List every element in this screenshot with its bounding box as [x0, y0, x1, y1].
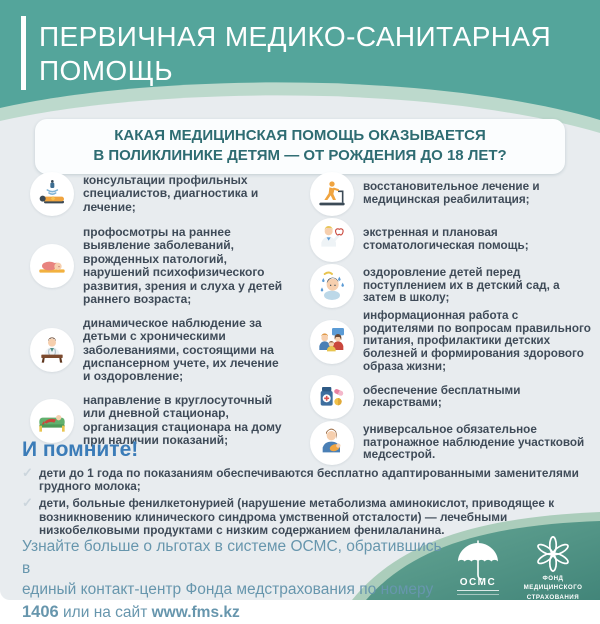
hospital-bed-icon [30, 399, 74, 443]
osms-logo [447, 540, 509, 595]
footer-line1: Узнайте больше о льготах в системе ОСМС, обратившись в [22, 538, 442, 577]
service-text: оздоровление детей перед поступлением их в детский сад, а затем в школу; [363, 266, 560, 305]
question-line1: КАКАЯ МЕДИЦИНСКАЯ ПОМОЩЬ ОКАЗЫВАЕТСЯ [114, 127, 486, 144]
service-item [310, 172, 594, 216]
service-item [30, 317, 292, 384]
service-text: универсальное обязательное патронажное наблюдение участковой медсестрой. [363, 423, 585, 462]
service-text: направление в круглосуточный или дневной стационар, организация стационара на дому при наличии показаний; [83, 392, 282, 448]
services-column-right [310, 172, 594, 465]
dentist-icon [310, 218, 354, 262]
medicines-icon [310, 375, 354, 419]
page-title-line1: ПЕРВИЧНАЯ МЕДИКО-САНИТАРНАЯ [39, 21, 552, 52]
services-column-left [30, 172, 292, 448]
osms-label: ОСМС [459, 577, 497, 588]
footer-line2: единый контакт-центр Фонда медстрахования по номеру [22, 581, 434, 599]
osms-subtext-line [457, 590, 499, 595]
service-text: восстановительное лечение и медицинская реабилитация; [363, 180, 540, 206]
snowflake-icon [534, 535, 572, 573]
service-text: консультации профильных специалистов, диагностика и лечение; [83, 172, 259, 214]
footer-info [22, 536, 452, 624]
question-banner [35, 119, 565, 174]
service-item [310, 264, 594, 308]
family-talk-icon [310, 320, 354, 364]
service-item [30, 226, 292, 307]
page-title-line2: ПОМОЩЬ [39, 54, 174, 86]
reminder-text: дети, больные фенилкетонурией (нарушение метаболизма аминокислот, приводящее к возникновению клинического синдрома умственной отсталости) — лечебными низкобелковыми продуктами с низким содержанием фенилаланина. [39, 496, 555, 537]
service-item [310, 375, 594, 419]
fund-label: ФОНД МЕДИЦИНСКОГО СТРАХОВАНИЯ [523, 575, 583, 601]
ultrasound-icon [30, 172, 74, 216]
phone-number: 1406 [22, 603, 59, 622]
website: www.fms.kz [151, 604, 240, 622]
checkmark-icon: ✓ [22, 495, 33, 511]
service-text: динамическое наблюдение за детьми с хроническими заболеваниями, состоящими на диспансерном учете, их лечение и оздоровление; [83, 315, 279, 384]
checkmark-icon: ✓ [22, 465, 33, 480]
reminder-title: И помните! [22, 438, 139, 461]
service-text: экстренная и плановая стоматологическая помощь; [363, 226, 529, 252]
treadmill-icon [310, 172, 354, 216]
page-title [39, 20, 551, 87]
doctor-desk-icon [30, 328, 74, 372]
umbrella-icon [455, 540, 501, 582]
title-accent-bar [21, 16, 26, 90]
child-shower-icon [310, 264, 354, 308]
service-item [30, 172, 292, 216]
footer-line3 [22, 601, 452, 624]
footer-or-text: или на сайт [58, 604, 152, 622]
service-item [310, 218, 594, 262]
reminder-text: дети до 1 года по показаниям обеспечиваются бесплатно адаптированными заменителями грудного молока; [39, 466, 579, 494]
question-line2: В ПОЛИКЛИНИКЕ ДЕТЯМ — ОТ РОЖДЕНИЯ ДО 18 ЛЕТ? [93, 146, 507, 164]
baby-checkup-icon [30, 244, 74, 288]
service-text: профосмотры на раннее выявление заболеваний, врожденных патологий, нарушений психофизического развития, зрения и слуха у детей раннего возраста; [83, 225, 283, 307]
service-text: информационная работа с родителями по вопросам правильного питания, профилактики детских болезней и формирования здорового образа жизни; [363, 309, 591, 373]
service-text: обеспечение бесплатными лекарствами; [363, 383, 521, 410]
service-item [310, 310, 594, 373]
fund-logo [513, 535, 593, 602]
